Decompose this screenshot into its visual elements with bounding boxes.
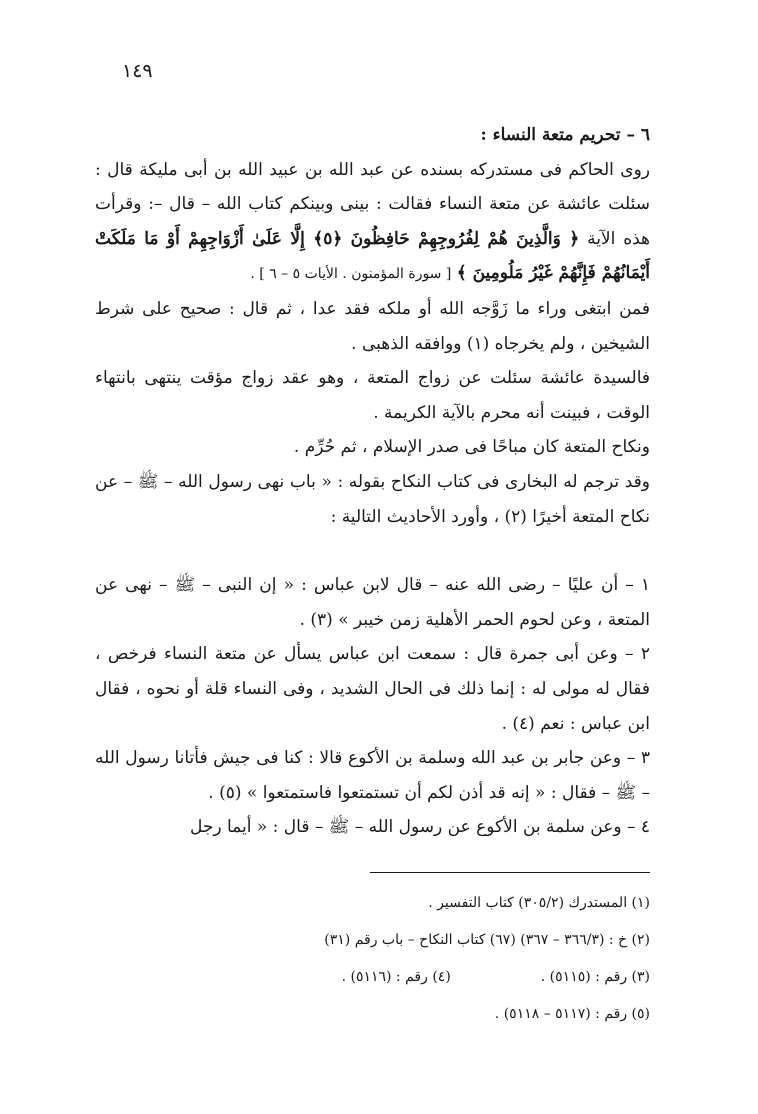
footnote-4: (٤) رقم : (٥١١٦) . [341, 969, 451, 985]
footnote-3: (٣) رقم : (٥١١٥) . [540, 969, 650, 985]
footnote-5: (٥) رقم : (٥١١٧ – ٥١١٨) . [494, 1006, 650, 1022]
paragraph-5: وقد ترجم له البخارى فى كتاب النكاح بقوله : « باب نهى رسول الله – ﷺ – عن نكاح المتعة أخيرًا (٢) ، وأورد الأحاديث التالية : [95, 471, 650, 527]
section-heading: ٦ – تحريم متعة النساء : [480, 125, 650, 145]
hadith-4: ٤ – وعن سلمة بن الأكوع عن رسول الله – ﷺ – قال : « أيما رجل [189, 817, 650, 838]
footnote-2: (٢) خ : (٣٦٦/٣ – ٣٦٧) (٦٧) كتاب النكاح – باب رقم (٣١) [324, 932, 650, 948]
hadith-1: ١ – أن عليًا – رضى الله عنه – قال لابن عباس : « إن النبى – ﷺ – نهى عن المتعة ، وعن لحوم الحمر الأهلية زمن خيبر » (٣) . [95, 575, 650, 630]
paragraph-1 [95, 153, 650, 292]
paragraph-2: فمن ابتغى وراء ما زَوَّجه الله أو ملكه فقد عدا ، ثم قال : صحيح على شرط الشيخين ، ولم يخرجاه (١) ووافقه الذهبى . [95, 298, 650, 354]
quran-verse: ﴿ وَالَّذِينَ هُمْ لِفُرُوجِهِمْ حَافِظُونَ ﴿٥﴾ إِلَّا عَلَىٰ أَزْوَاجِهِمْ أَوْ مَا مَلَكَتْ أَيْمَانُهُمْ فَإِنَّهُمْ غَيْرُ مَلُومِينَ ﴾ [95, 228, 650, 284]
hadith-3: ٣ – وعن جابر بن عبد الله وسلمة بن الأكوع قالا : كنا فى جيش فأتانا رسول الله – ﷺ – فقال : « إنه قد أذن لكم أن تستمتعوا فاستمتعوا » (٥) . [95, 748, 650, 803]
hadith-2: ٢ – وعن أبى جمرة قال : سمعت ابن عباس يسأل عن متعة النساء فرخص ، فقال له مولى له : إنما ذلك فى الحال الشديد ، وفى النساء قلة أو نحوه ، فقال ابن عباس : نعم (٤) . [95, 644, 650, 734]
main-text [95, 118, 650, 845]
verse-reference: [ سورة المؤمنون . الأيات ٥ – ٦ ] . [250, 266, 452, 283]
page-number: ١٤٩ [122, 60, 153, 82]
footnotes [122, 875, 650, 1033]
paragraph-4: ونكاح المتعة كان مباحًا فى صدر الإسلام ، ثم حُرِّم . [293, 437, 650, 458]
footnote-row [122, 959, 650, 996]
footnote-divider [370, 872, 650, 873]
paragraph-3: فالسيدة عائشة سئلت عن زواج المتعة ، وهو عقد زواج مؤقت ينتهى بانتهاء الوقت ، فبينت أنه محرم بالآية الكريمة . [95, 368, 650, 423]
paragraph-1-text: روى الحاكم فى مستدركه بسنده عن عبد الله بن عبيد الله بن أبى مليكة قال : سئلت عائشة عن متعة النساء فقالت : بينى وبينكم كتاب الله – قال –: وقرأت هذه الآية [95, 159, 651, 249]
footnote-1: (١) المستدرك (٣٠٥/٢) كتاب التفسير . [428, 895, 650, 911]
spacer [95, 534, 650, 568]
